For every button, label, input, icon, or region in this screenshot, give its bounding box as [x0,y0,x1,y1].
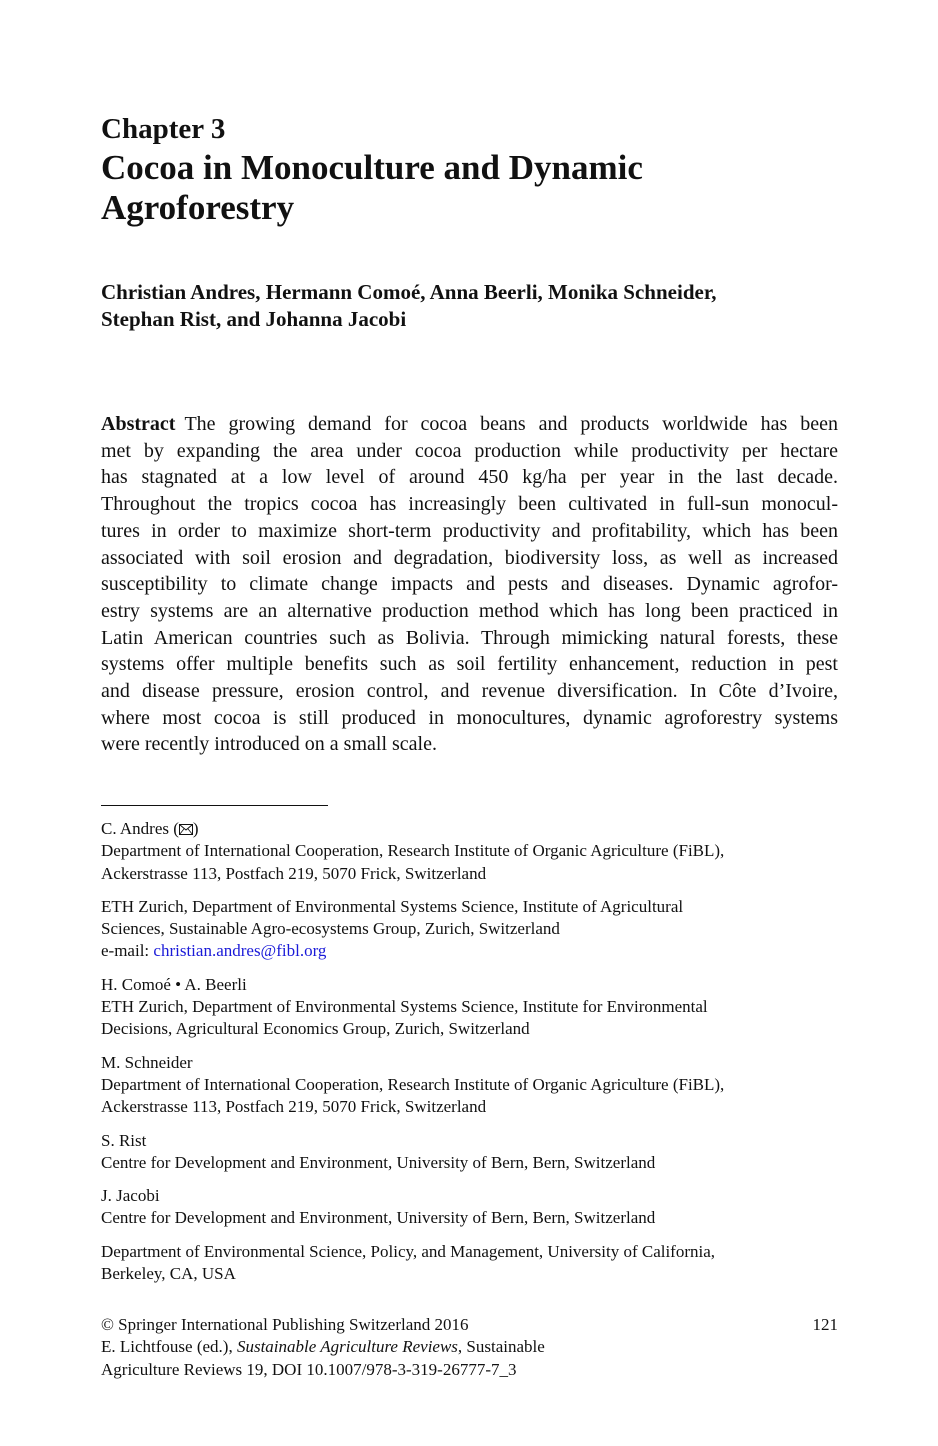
abstract-line: and disease pressure, erosion control, and revenue diversification. In Côte d’Ivoire, [101,680,838,703]
page-number: 121 [812,1315,838,1334]
author-name-suffix: ) [192,819,199,838]
affiliation-line: Ackerstrasse 113, Postfach 219, 5070 Frick, Switzerland [101,863,487,883]
chapter-label: Chapter 3 [101,113,226,145]
series-text: , Sustainable [457,1337,545,1357]
affiliation-line: Decisions, Agricultural Economics Group, Zurich, Switzerland [101,1019,530,1039]
chapter-title-line: Cocoa in Monoculture and Dynamic [101,148,643,187]
copyright-line: © Springer International Publishing Switzerland 2016 [101,1315,469,1334]
author-name-line [101,818,724,840]
abstract-line: systems offer multiple benefits such as soil fertility enhancement, reduction in pest [101,653,838,676]
author-line: Christian Andres, Hermann Comoé, Anna Beerli, Monika Schneider, [101,280,717,304]
affiliation-line: Centre for Development and Environment, University of Bern, Bern, Switzerland [101,1152,656,1172]
abstract-line: susceptibility to climate change impacts and pests and diseases. Dynamic agrofor- [101,573,838,596]
abstract-text: The growing demand for cocoa beans and products worldwide has been [184,413,838,435]
footnote-divider [101,805,328,806]
affiliation-berkeley [101,1241,724,1286]
author-name: M. Schneider [101,1052,193,1072]
citation-line [101,1336,838,1358]
abstract-line: associated with soil erosion and degradation, biodiversity loss, as well as increased [101,546,838,569]
affiliation-line: ETH Zurich, Department of Environmental Systems Science, Institute for Environmental [101,997,708,1017]
affiliation-comoe-beerli [101,974,724,1041]
book-title: Sustainable Agriculture Reviews [236,1337,458,1357]
affiliation-line: Sciences, Sustainable Agro-ecosystems Group, Zurich, Switzerland [101,919,560,939]
affiliation-andres [101,818,724,885]
author-list [101,279,716,333]
editor-text: E. Lichtfouse (ed.), [101,1337,237,1357]
page-footer [101,1314,838,1381]
author-line: Stephan Rist, and Johanna Jacobi [101,307,407,331]
affiliation-jacobi [101,1185,724,1230]
abstract [101,411,838,758]
abstract-line [101,411,838,438]
email-label: e-mail: [101,941,154,961]
abstract-line: tures in order to maximize short-term productivity and profitability, which has been [101,519,838,542]
affiliation-line: Ackerstrasse 113, Postfach 219, 5070 Frick, Switzerland [101,1097,487,1117]
author-name: H. Comoé • A. Beerli [101,974,247,994]
abstract-line: were recently introduced on a small scale. [101,733,437,756]
envelope-icon [179,824,193,835]
email-line [101,940,724,962]
author-name: S. Rist [101,1130,147,1150]
affiliations [101,818,724,1296]
abstract-line: has stagnated at a low level of around 450 kg/ha per year in the last decade. [101,466,838,489]
author-name: J. Jacobi [101,1186,160,1206]
affiliation-line: Department of International Cooperation, Research Institute of Organic Agriculture (FiBL), [101,1074,725,1094]
abstract-line: where most cocoa is still produced in monocultures, dynamic agroforestry systems [101,706,838,729]
affiliation-eth [101,896,724,963]
affiliation-schneider [101,1052,724,1119]
affiliation-line: Centre for Development and Environment, University of Bern, Bern, Switzerland [101,1208,656,1228]
chapter-title [101,148,643,228]
abstract-heading: Abstract [101,413,176,435]
affiliation-line: Department of Environmental Science, Policy, and Management, University of California, [101,1241,716,1261]
abstract-line: estry systems are an alternative production method which has long been practiced in [101,599,838,622]
affiliation-line: Berkeley, CA, USA [101,1264,236,1284]
affiliation-line: ETH Zurich, Department of Environmental Systems Science, Institute of Agricultural [101,896,684,916]
abstract-line: Latin American countries such as Bolivia. Through mimicking natural forests, these [101,626,838,649]
chapter-title-line: Agroforestry [101,188,295,227]
abstract-line: met by expanding the area under cocoa production while productivity per hectare [101,439,838,462]
author-name: C. Andres ( [101,819,179,838]
abstract-line: Throughout the tropics cocoa has increasingly been cultivated in full-sun monocul- [101,493,838,516]
affiliation-line: Department of International Cooperation, Research Institute of Organic Agriculture (FiBL), [101,841,725,861]
email-link[interactable]: christian.andres@fibl.org [153,941,327,961]
affiliation-rist [101,1130,724,1175]
doi-line: Agriculture Reviews 19, DOI 10.1007/978-3-319-26777-7_3 [101,1359,517,1379]
